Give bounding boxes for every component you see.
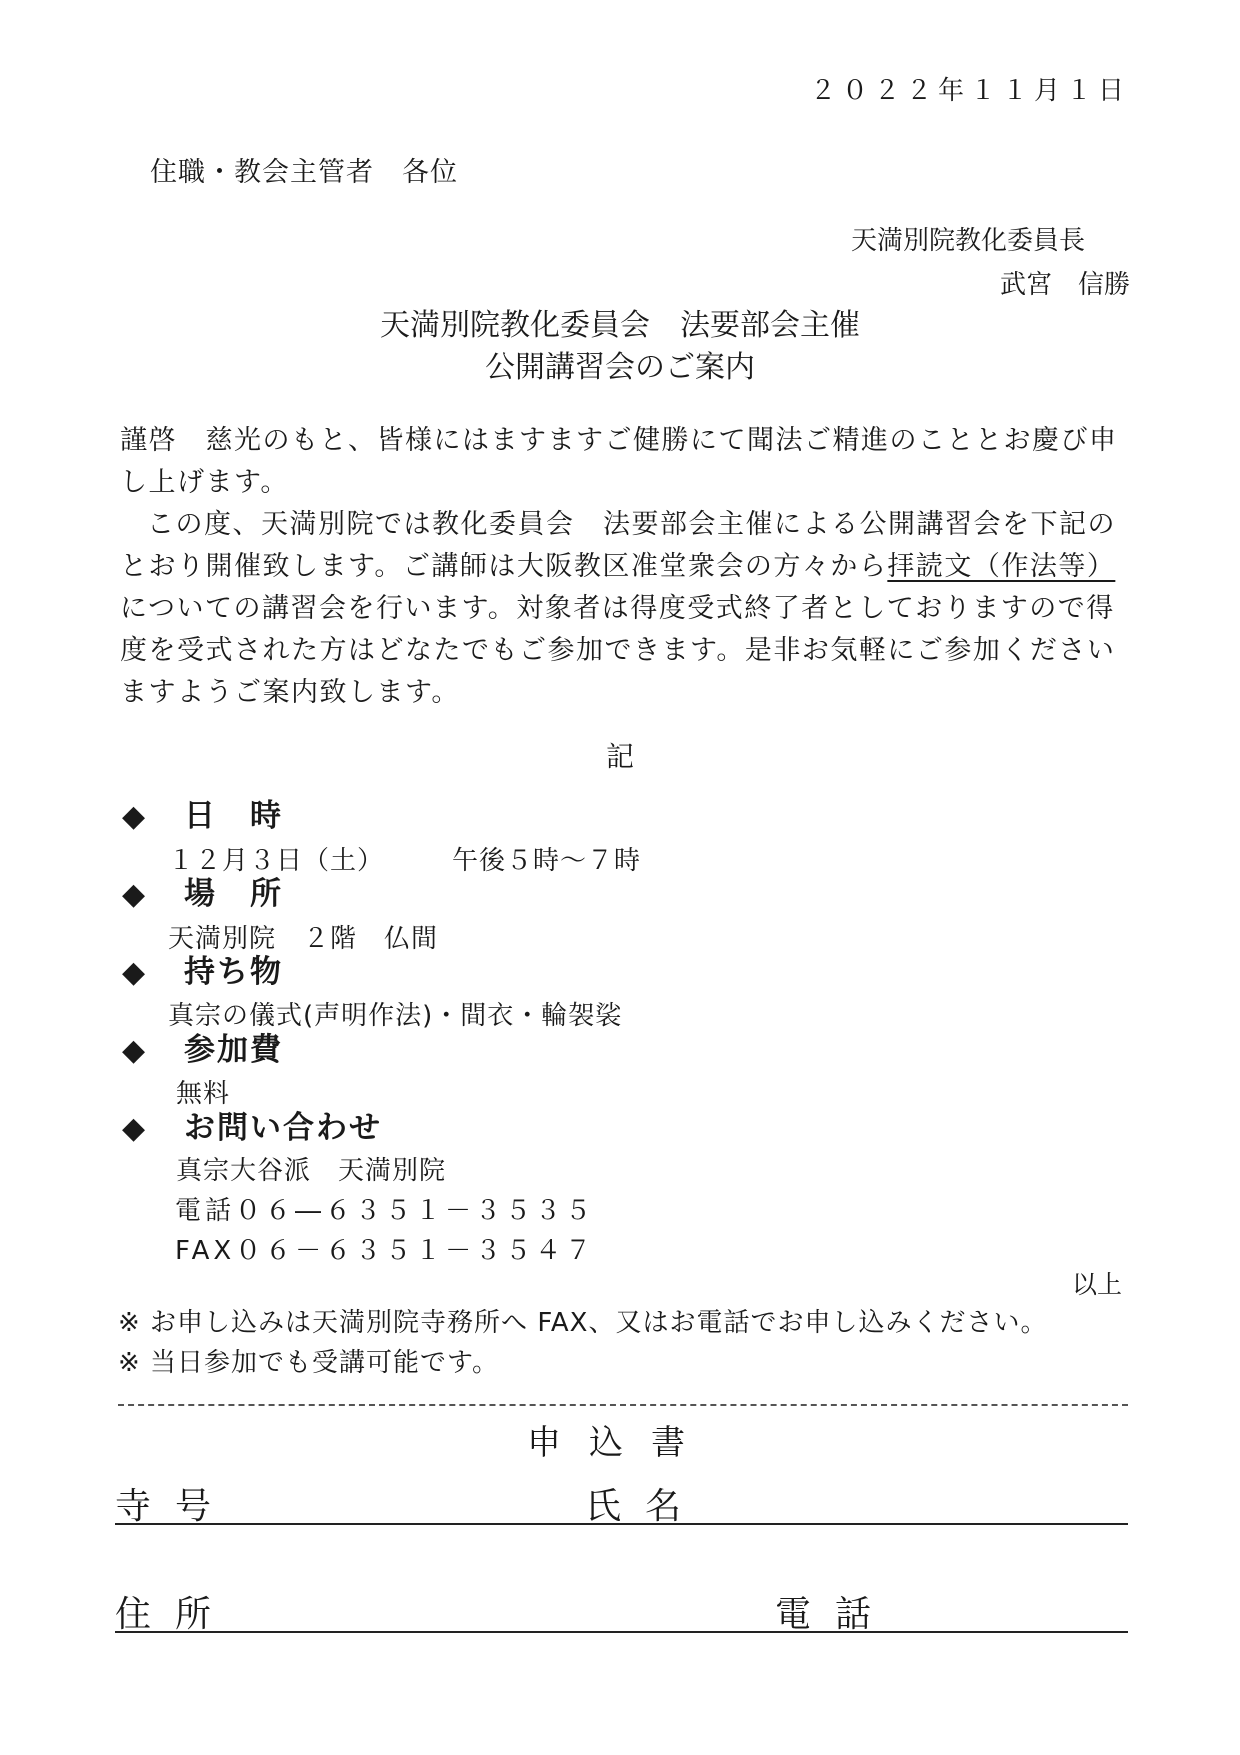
item-value-belongings: 真宗の儀式(声明作法)・間衣・輪袈裟 — [168, 1001, 623, 1031]
body-paragraph-2-end: についての講習会を行います。対象者は得度受式終了者としておりますので得度を受式された方はどなたでもご参加できます。是非お気軽にご参加くださいますようご案内致します。 — [120, 593, 1116, 708]
phone-label: 電話 — [775, 1594, 896, 1635]
diamond-icon: ◆ — [122, 1033, 148, 1068]
body-paragraph-1: 謹啓 慈光のもと、皆様にはますますご健勝にて聞法ご精進のこととお慶び申し上げます。 — [120, 425, 1118, 498]
form-line-2[interactable] — [115, 1631, 1128, 1633]
item-heading-fee — [122, 1024, 283, 1069]
diamond-icon: ◆ — [122, 799, 148, 834]
item-heading-label: 参加費 — [184, 1032, 283, 1068]
note-same-day: ※ 当日参加でも受講可能です。 — [118, 1348, 499, 1378]
item-heading-label: 場 所 — [184, 876, 283, 912]
sender-organization: 天満別院教化委員長 — [850, 226, 1085, 256]
item-value-place: 天満別院 ２階 仏間 — [168, 924, 439, 954]
address-label: 住所 — [115, 1594, 236, 1635]
body-text — [120, 420, 1130, 714]
document-title-line1: 天満別院教化委員会 法要部会主催 — [380, 308, 860, 343]
diamond-icon: ◆ — [122, 955, 148, 990]
contact-fax: FAX０６－６３５１－３５４７ — [175, 1236, 596, 1266]
contact-phone: 電話０６―６３５１－３５３５ — [175, 1196, 596, 1226]
diamond-icon: ◆ — [122, 877, 148, 912]
item-value-datetime: １２月３日（土） 午後５時～７時 — [168, 846, 642, 876]
cut-line — [118, 1404, 1128, 1406]
item-heading-label: 日 時 — [184, 798, 283, 834]
sender-name: 武宮 信勝 — [999, 270, 1130, 300]
item-heading-inquiry — [122, 1102, 382, 1147]
body-paragraph-2-start: この度、天満別院では教化委員会 法要部会主催による公開講習会を下記のとおり開催致します。ご講師は大阪教区准堂衆会の方々から — [120, 509, 1116, 582]
item-heading-label: お問い合わせ — [184, 1110, 382, 1146]
item-value-fee: 無料 — [176, 1079, 231, 1109]
note-application: ※ お申し込みは天満別院寺務所へ FAX、又はお電話でお申し込みください。 — [118, 1308, 1048, 1338]
document-date: ２０２２年１１月１日 — [809, 76, 1130, 106]
document-title-line2: 公開講習会のご案内 — [485, 350, 755, 385]
person-name-label: 氏名 — [585, 1486, 706, 1527]
form-title: 申込書 — [527, 1423, 713, 1463]
item-heading-belongings — [122, 946, 283, 991]
underlined-topic: 拝読文（作法等） — [887, 551, 1116, 582]
form-line-1[interactable] — [115, 1523, 1128, 1525]
diamond-icon: ◆ — [122, 1111, 148, 1146]
body-paragraph-2 — [120, 504, 1130, 714]
item-heading-datetime — [122, 790, 283, 835]
closing-ijo: 以上 — [1071, 1270, 1122, 1299]
ki-heading: 記 — [605, 740, 634, 773]
item-value-inquiry: 真宗大谷派 天満別院 — [176, 1156, 447, 1186]
item-heading-label: 持ち物 — [184, 954, 283, 990]
recipient: 住職・教会主管者 各位 — [150, 157, 458, 188]
item-heading-place — [122, 868, 283, 913]
temple-name-label: 寺号 — [115, 1486, 236, 1527]
